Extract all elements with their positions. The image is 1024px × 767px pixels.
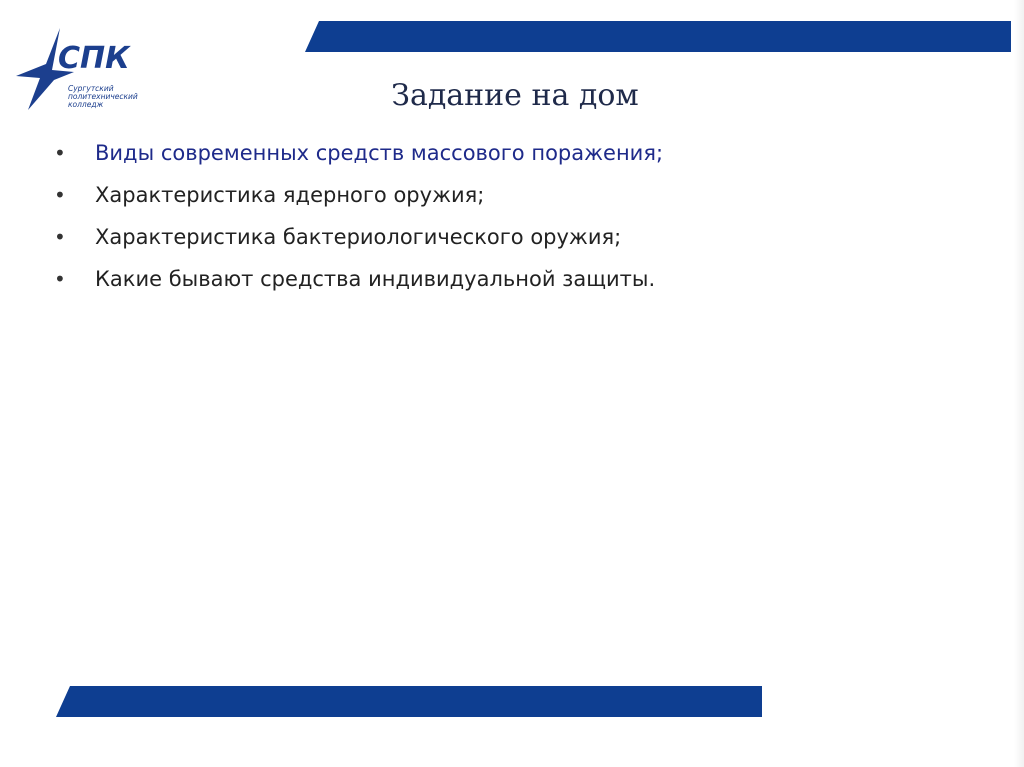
logo-subtitle [68,85,138,109]
bullet-icon: • [54,225,66,249]
bullet-text: Характеристика бактериологического оружия; [95,225,622,249]
bullet-item [54,258,954,300]
logo-subtitle-line: колледж [68,100,104,109]
bullet-text: Какие бывают средства индивидуальной защиты. [95,267,656,291]
slide-title: Задание на дом [391,78,639,113]
bullet-text: Виды современных средств массового поражения; [95,141,664,165]
bullet-item [54,216,954,258]
bullet-icon: • [54,141,66,165]
logo-abbreviation: СПК [58,41,130,76]
bullet-item [54,174,954,216]
bullet-text: Характеристика ядерного оружия; [95,183,485,207]
logo-subtitle-line: Сургутский [68,84,114,93]
college-logo [16,28,156,110]
logo-subtitle-line: политехнический [68,92,138,101]
bullet-list [54,132,954,300]
bullet-item [54,132,954,174]
top-decorative-band [305,21,1011,52]
bullet-icon: • [54,267,66,291]
bottom-decorative-band [56,686,762,717]
bullet-icon: • [54,183,66,207]
slide-edge-shadow [1014,0,1024,767]
